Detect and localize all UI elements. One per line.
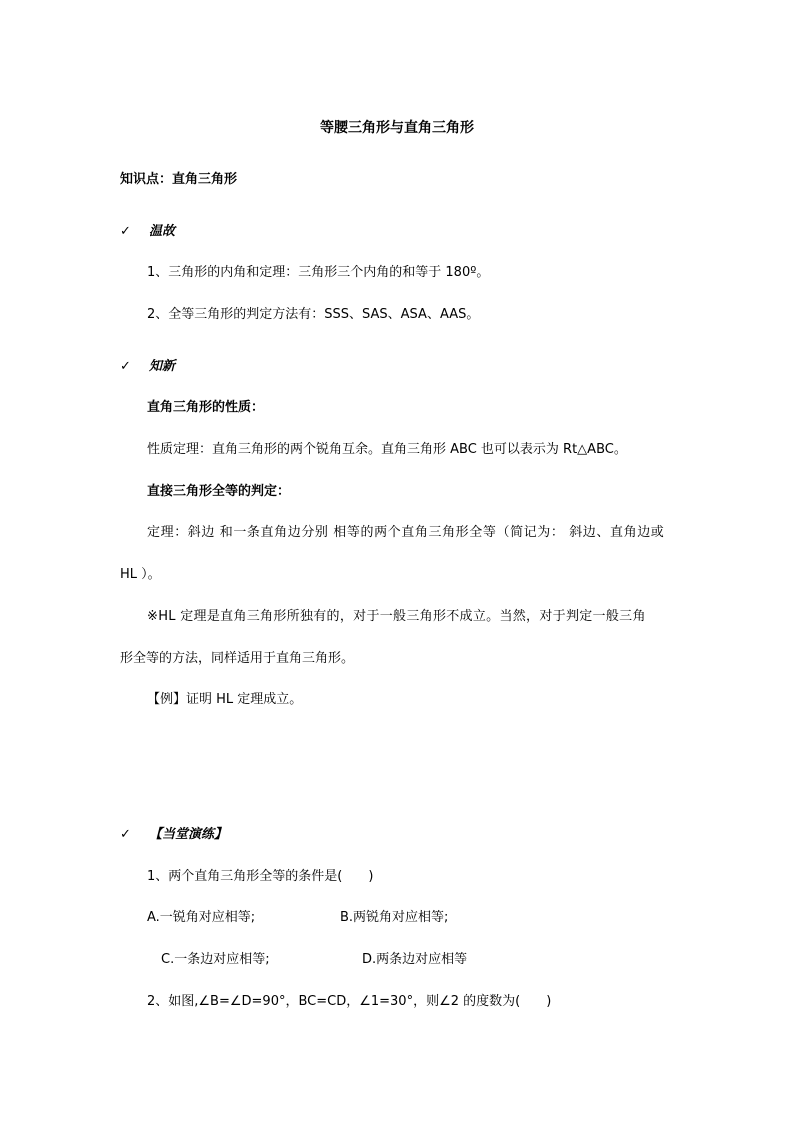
new-knowledge-heading: 知新 [149, 359, 176, 374]
practice-heading: 【当堂演练】 [149, 827, 228, 842]
check-mark-icon: ✓ [120, 827, 131, 842]
property-heading: 直角三角形的性质： [147, 400, 265, 415]
question-2: 2、如图,∠B=∠D=90°，BC=CD，∠1=30°，则∠2 的度数为( ) [147, 994, 552, 1009]
question-1-option-b: B.两锐角对应相等; [340, 910, 449, 925]
question-1-option-a: A.一锐角对应相等; [147, 910, 256, 925]
question-1: 1、两个直角三角形全等的条件是( ) [147, 869, 374, 884]
check-mark-icon: ✓ [120, 359, 131, 374]
check-mark-icon: ✓ [120, 224, 131, 239]
congruence-heading: 直接三角形全等的判定： [147, 484, 291, 499]
review-item-2: 2、全等三角形的判定方法有：SSS、SAS、ASA、AAS。 [147, 307, 480, 322]
review-heading: 温故 [149, 224, 176, 239]
property-text: 性质定理：直角三角形的两个锐角互余。直角三角形 ABC 也可以表示为 Rt△ABC。 [147, 442, 627, 457]
note-line-2: 形全等的方法，同样适用于直角三角形。 [120, 651, 355, 666]
review-item-1: 1、三角形的内角和定理：三角形三个内角的和等于 180º。 [147, 265, 490, 280]
theorem-line-1: 定理：斜边 和一条直角边分别 相等的两个直角三角形全等（简记为： 斜边、直角边或 [147, 525, 665, 540]
question-1-option-d: D.两条边对应相等 [362, 952, 468, 967]
theorem-line-2: HL ）。 [120, 567, 161, 582]
knowledge-point-heading: 知识点：直角三角形 [120, 172, 238, 187]
question-1-option-c: C.一条边对应相等; [161, 952, 270, 967]
example-text: 【例】证明 HL 定理成立。 [147, 692, 303, 707]
page-title: 等腰三角形与直角三角形 [320, 120, 474, 136]
note-line-1: ※HL 定理是直角三角形所独有的，对于一般三角形不成立。当然，对于判定一般三角 [147, 609, 646, 624]
